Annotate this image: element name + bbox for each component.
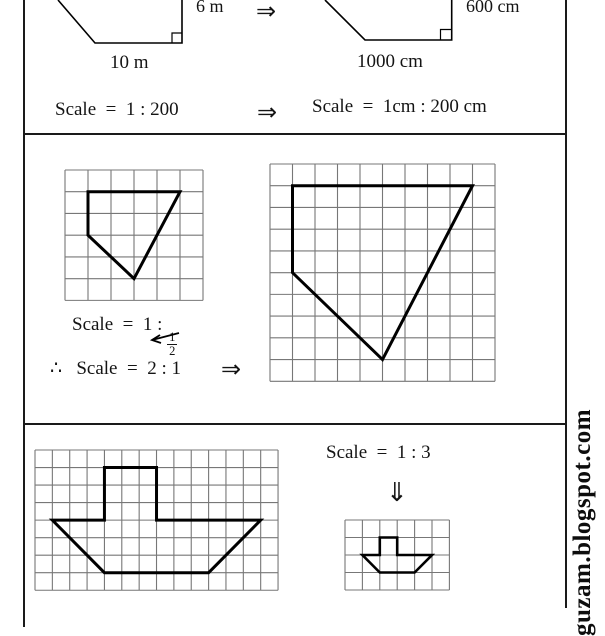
scale-plan-text: Scale = 1 : 200 bbox=[55, 99, 179, 120]
watermark-text: guzam.blogspot.com bbox=[569, 408, 596, 636]
arrow-right-icon: ⇒ bbox=[221, 357, 242, 383]
scale-one-to-three-text: Scale = 1 : 3 bbox=[326, 442, 431, 463]
actual-trapezoid-shape bbox=[310, 0, 460, 50]
scale-actual-text: Scale = 1cm : 200 cm bbox=[312, 96, 487, 117]
scale-result-text: ∴ Scale = 2 : 1 bbox=[50, 358, 181, 379]
plan-side-label: 6 m bbox=[196, 0, 224, 16]
plan-bottom-label: 10 m bbox=[110, 52, 149, 73]
frame-left-border bbox=[23, 0, 25, 627]
actual-side-label: 600 cm bbox=[466, 0, 520, 16]
boat-small-grid bbox=[345, 520, 449, 590]
panel-divider-2 bbox=[23, 423, 567, 425]
multiply-across-arrow-icon bbox=[148, 329, 184, 345]
scale-fraction-text: Scale = 1 : $\frac{1}{2}$ bbox=[72, 314, 176, 359]
arrow-right-icon: ⇒ bbox=[256, 0, 277, 25]
arrow-down-icon: ⇓ bbox=[386, 478, 408, 507]
frame-right-border bbox=[565, 0, 567, 608]
panel-divider-1 bbox=[23, 133, 567, 135]
arrow-right-icon: ⇒ bbox=[257, 100, 278, 126]
plan-trapezoid-shape bbox=[40, 0, 190, 50]
one-half-fraction: $\frac{1}{2}$ bbox=[169, 330, 176, 359]
small-quadrilateral-grid bbox=[65, 170, 203, 300]
enlarged-quadrilateral-grid bbox=[270, 164, 495, 381]
actual-bottom-label: 1000 cm bbox=[357, 51, 423, 72]
boat-large-grid bbox=[35, 450, 278, 590]
